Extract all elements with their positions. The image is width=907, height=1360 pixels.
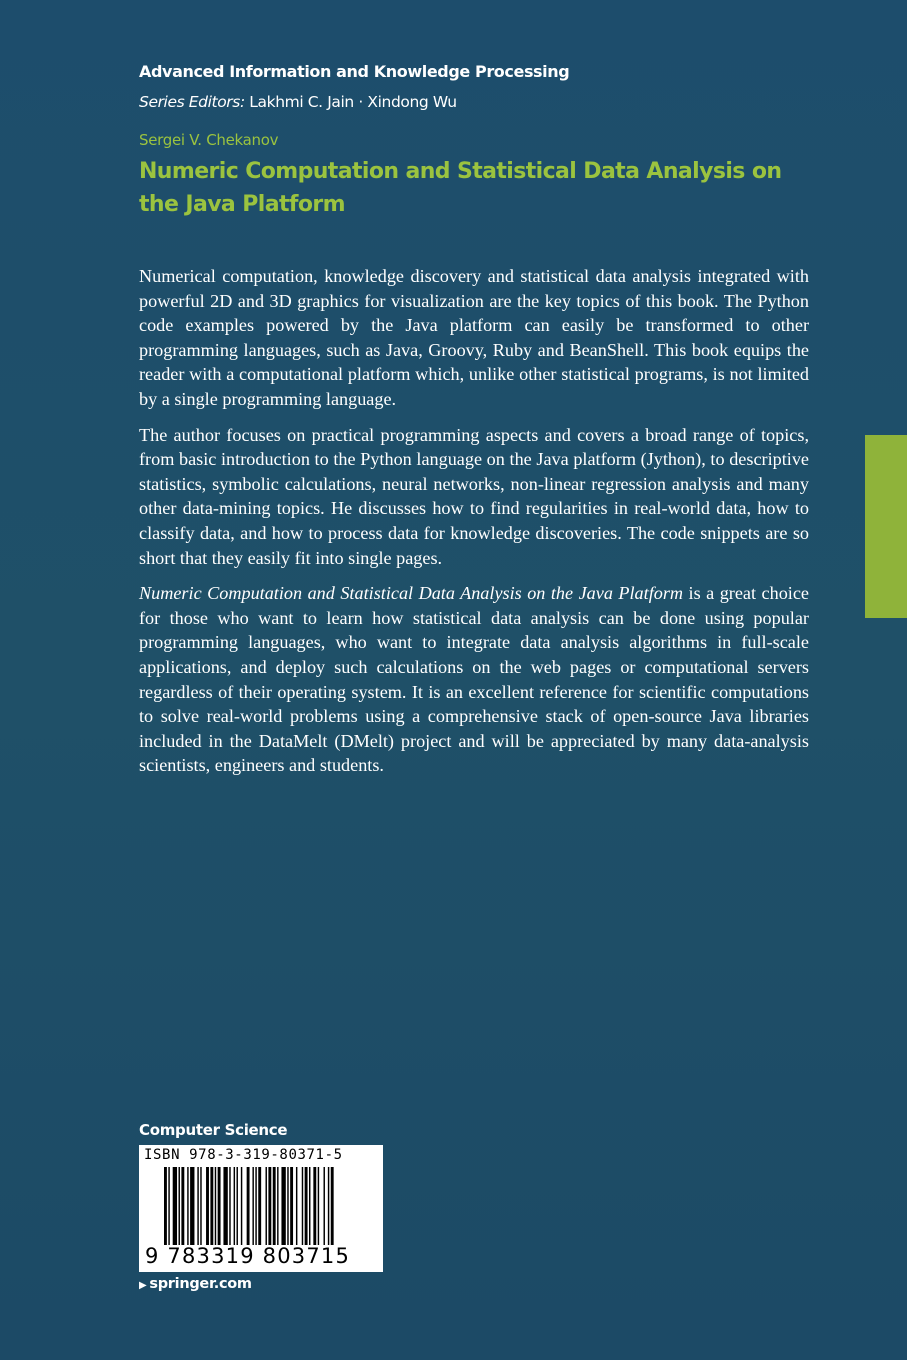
- blurb-paragraph-1: Numerical computation, knowledge discovery and statistical data analysis integrated with powerful 2D and 3D graphics for visualization are the key topics of this book. The Python code examples powered by the Java platform can easily be transformed to other programming languages, such as Java, Groovy, Ruby and BeanShell. This book equips the reader with a computational platform which, unlike other statistical programs, is not limited by a single programming language.: [139, 266, 809, 409]
- barcode-bar: [215, 1167, 216, 1245]
- barcode-bar: [179, 1167, 180, 1245]
- barcode-bar: [273, 1167, 276, 1245]
- barcode-bar: [277, 1167, 278, 1245]
- barcode-bar: [197, 1167, 198, 1245]
- barcode-bar: [223, 1167, 227, 1245]
- barcode-bar: [318, 1167, 319, 1245]
- author-name: Sergei V. Chekanov: [139, 131, 279, 149]
- website-link[interactable]: [139, 1276, 252, 1292]
- barcode-bar: [241, 1167, 242, 1245]
- blurb-book-title: Numeric Computation and Statistical Data Analysis on the Java Platform: [139, 583, 684, 604]
- barcode-bar: [287, 1167, 288, 1245]
- barcode-bar: [266, 1167, 267, 1245]
- blurb-paragraph-3: [139, 581, 809, 778]
- blurb-paragraph-2: The author focuses on practical programming aspects and covers a broad range of topics, from basic introduction to the Python language on the Java platform (Jython), to descriptive statistics, symbolic calculations, neural networks, non-linear regression analysis and many other data-mining topics. He discusses how to find regularities in real-world data, how to classify data, and how to process data for knowledge discoveries. The code snippets are so short that they easily fit into single pages.: [139, 424, 809, 568]
- barcode-bar: [252, 1167, 253, 1245]
- barcode-bar: [181, 1167, 184, 1245]
- barcode-bar: [296, 1167, 297, 1245]
- barcode-digits: 9 783319 803715: [145, 1244, 351, 1268]
- barcode-bar: [237, 1167, 238, 1245]
- barcode-bar: [328, 1167, 329, 1245]
- isbn-label: ISBN 978-3-319-80371-5: [144, 1147, 343, 1163]
- barcode-bar: [268, 1167, 271, 1245]
- blurb-paragraph-3-text: is a great choice for those who want to learn how statistical data analysis can be done using popular programming languages, who want to integrate data analysis algorithms in full-scale applications, and deploy such calculations on the web pages or computational servers regardless of their operating system. It is an excellent reference for scientific computations to solve real-world problems using a comprehensive stack of open-source Java libraries included in the DataMelt (DMelt) project and will be appreciated by many data-analysis scientists, engineers and students.: [139, 583, 809, 776]
- barcode-bar: [190, 1167, 194, 1245]
- series-editors: [139, 93, 457, 111]
- barcode-bar: [305, 1167, 308, 1245]
- barcode-bar: [281, 1167, 285, 1245]
- book-title: Numeric Computation and Statistical Data Analysis on the Java Platform: [139, 159, 782, 217]
- barcode-bar: [331, 1167, 334, 1245]
- barcode-bar: [187, 1167, 188, 1245]
- barcode-bar: [229, 1167, 230, 1245]
- barcode-bars: [164, 1167, 370, 1245]
- triangle-right-icon: ▶: [139, 1280, 147, 1291]
- blurb: [139, 264, 809, 789]
- barcode-bar: [290, 1167, 293, 1245]
- barcode-bar: [173, 1167, 177, 1245]
- barcode-bar: [218, 1167, 221, 1245]
- barcode-bar: [309, 1167, 310, 1245]
- barcode-bar: [324, 1167, 325, 1245]
- barcode-bar: [200, 1167, 201, 1245]
- subject-category: Computer Science: [139, 1121, 288, 1139]
- barcode-bar: [258, 1167, 261, 1245]
- series-editors-names: Lakhmi C. Jain · Xindong Wu: [249, 93, 457, 111]
- series-editors-label: Series Editors:: [139, 93, 245, 111]
- barcode-bar: [210, 1167, 213, 1245]
- barcode-bar: [234, 1167, 235, 1245]
- accent-stripe: [865, 435, 907, 618]
- barcode: [139, 1145, 383, 1272]
- website-text: springer.com: [149, 1276, 252, 1292]
- barcode-bar: [255, 1167, 256, 1245]
- barcode-bar: [206, 1167, 209, 1245]
- barcode-bar: [313, 1167, 316, 1245]
- barcode-bar: [247, 1167, 250, 1245]
- barcode-bar: [164, 1167, 167, 1245]
- series-title: Advanced Information and Knowledge Processing: [139, 62, 570, 81]
- barcode-bar: [168, 1167, 169, 1245]
- barcode-bar: [302, 1167, 303, 1245]
